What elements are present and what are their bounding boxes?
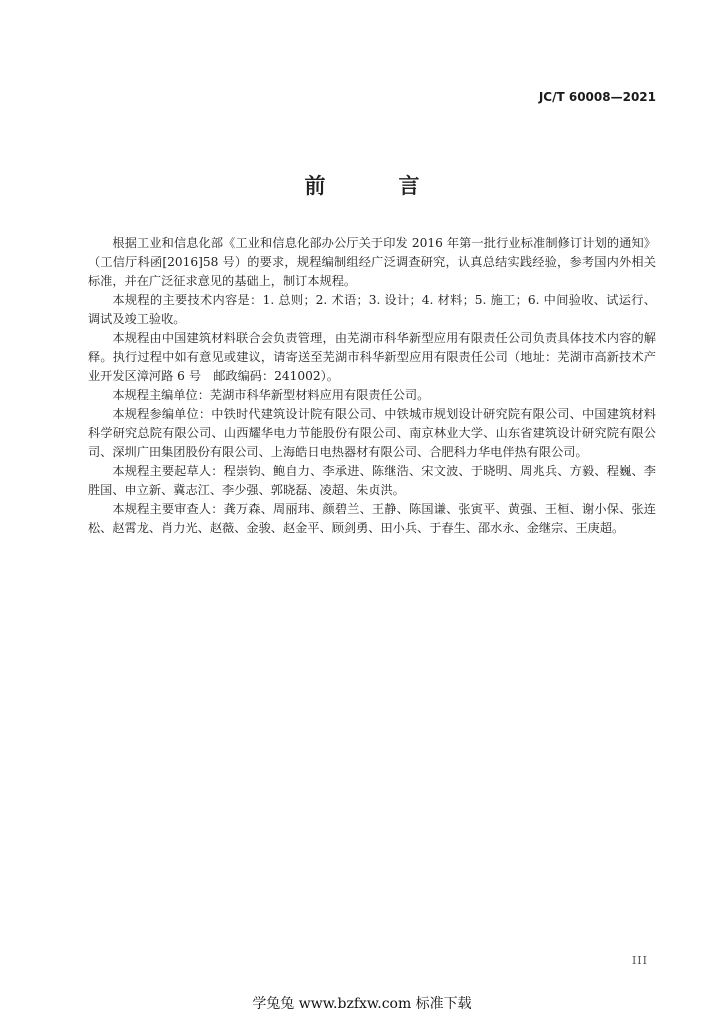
paragraph-basis: 根据工业和信息化部《工业和信息化部办公厅关于印发 2016 年第一批行业标准制修订计划的通知》（工信厅科函[2016]58 号）的要求，规程编制组经广泛调查研究，认真总结实践经验，参考国内外相关标准，并在广泛征求意见的基础上，制订本规程。 — [88, 236, 656, 288]
footer-watermark-text: 学兔兔 www.bzfxw.com 标准下载 — [252, 996, 472, 1012]
paragraph-drafters: 本规程主要起草人：程崇钧、鲍自力、李承进、陈继浩、宋文波、于晓明、周兆兵、方毅、程巍、李胜国、申立新、冀志江、李少强、郭晓磊、凌超、朱贞洪。 — [88, 464, 656, 497]
page-title: 前 言 — [304, 173, 446, 198]
page-number: III — [631, 954, 648, 967]
paragraph-reviewers: 本规程主要审查人：龚万森、周丽玮、颜碧兰、王静、陈国谦、张寅平、黄强、王桓、谢小保、张连松、赵霄龙、肖力光、赵薇、金骏、赵金平、顾剑勇、田小兵、于春生、邵水永、金继宗、王庚超。 — [88, 502, 656, 535]
standard-code: JC/T 60008—2021 — [538, 90, 656, 104]
paragraph-chief-unit: 本规程主编单位：芜湖市科华新型材料应用有限责任公司。 — [112, 388, 430, 402]
preface-body — [88, 234, 656, 538]
paragraph-technical-content: 本规程的主要技术内容是：1. 总则；2. 术语；3. 设计；4. 材料；5. 施工；6. 中间验收、试运行、调试及竣工验收。 — [88, 293, 656, 326]
paragraph-participating-units: 本规程参编单位：中铁时代建筑设计院有限公司、中铁城市规划设计研究院有限公司、中国建筑材料科学研究总院有限公司、山西耀华电力节能股份有限公司、南京林业大学、山东省建筑设计研究院有限公司、深圳广田集团股份有限公司、上海皓日电热器材有限公司、合肥科力华电伴热有限公司。 — [88, 407, 656, 459]
paragraph-management: 本规程由中国建筑材料联合会负责管理，由芜湖市科华新型应用有限责任公司负责具体技术内容的解释。执行过程中如有意见或建议，请寄送至芜湖市科华新型应用有限责任公司（地址：芜湖市高新技术产业开发区漳河路 6 号 邮政编码：241002）。 — [88, 331, 656, 383]
